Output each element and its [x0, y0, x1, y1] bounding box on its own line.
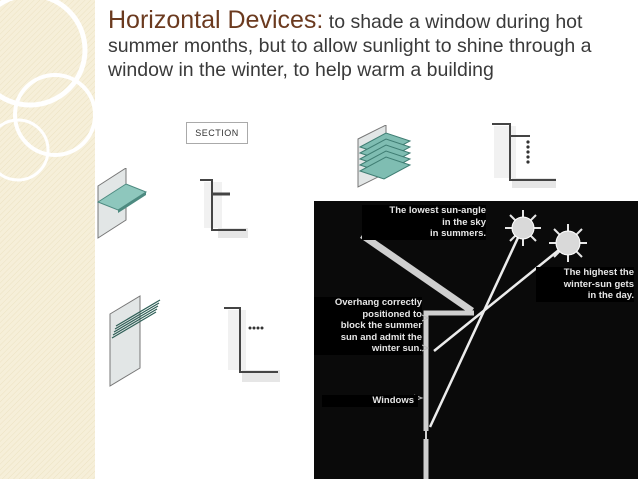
caption-line: in summers.	[430, 228, 486, 239]
ring-ornament	[0, 0, 95, 479]
windows-caption: Windows	[322, 395, 418, 407]
louver-stack-illustration	[350, 125, 420, 193]
horizontal-slats-illustration	[104, 290, 164, 390]
slide-title	[108, 8, 623, 110]
caption-line: The lowest sun-angle	[389, 205, 486, 216]
winter-sun-caption	[536, 267, 634, 302]
slats-section-drawing	[222, 306, 282, 391]
overhang-caption	[314, 297, 422, 355]
caption-line: winter sun.	[371, 343, 422, 354]
caption-line: Overhang correctly	[334, 297, 422, 308]
overhang-section-drawing	[196, 176, 251, 241]
section-label: SECTION	[186, 122, 248, 144]
caption-line: sun and admit the	[340, 331, 422, 343]
louver-section-drawing	[488, 122, 560, 194]
caption-line: in the day.	[587, 290, 634, 301]
decorative-left-band	[0, 0, 95, 479]
caption-line: in the sky	[442, 216, 486, 228]
summer-sun-caption	[362, 205, 486, 240]
sun-angle-diagram	[314, 201, 638, 479]
title-body: to shade a window during hot summer months, but to allow sunlight to shine through a window in the winter, to help warm a building	[108, 11, 592, 81]
shelf-overhang-illustration	[92, 168, 152, 243]
caption-line: The highest the	[563, 267, 634, 278]
caption-line: winter-sun gets	[563, 278, 634, 290]
caption-line: positioned to	[362, 308, 422, 320]
winter-sun-icon	[548, 223, 588, 263]
caption-line: block the summer	[340, 320, 422, 331]
summer-sun-icon	[504, 209, 542, 247]
title-heading: Horizontal Devices:	[108, 8, 324, 34]
